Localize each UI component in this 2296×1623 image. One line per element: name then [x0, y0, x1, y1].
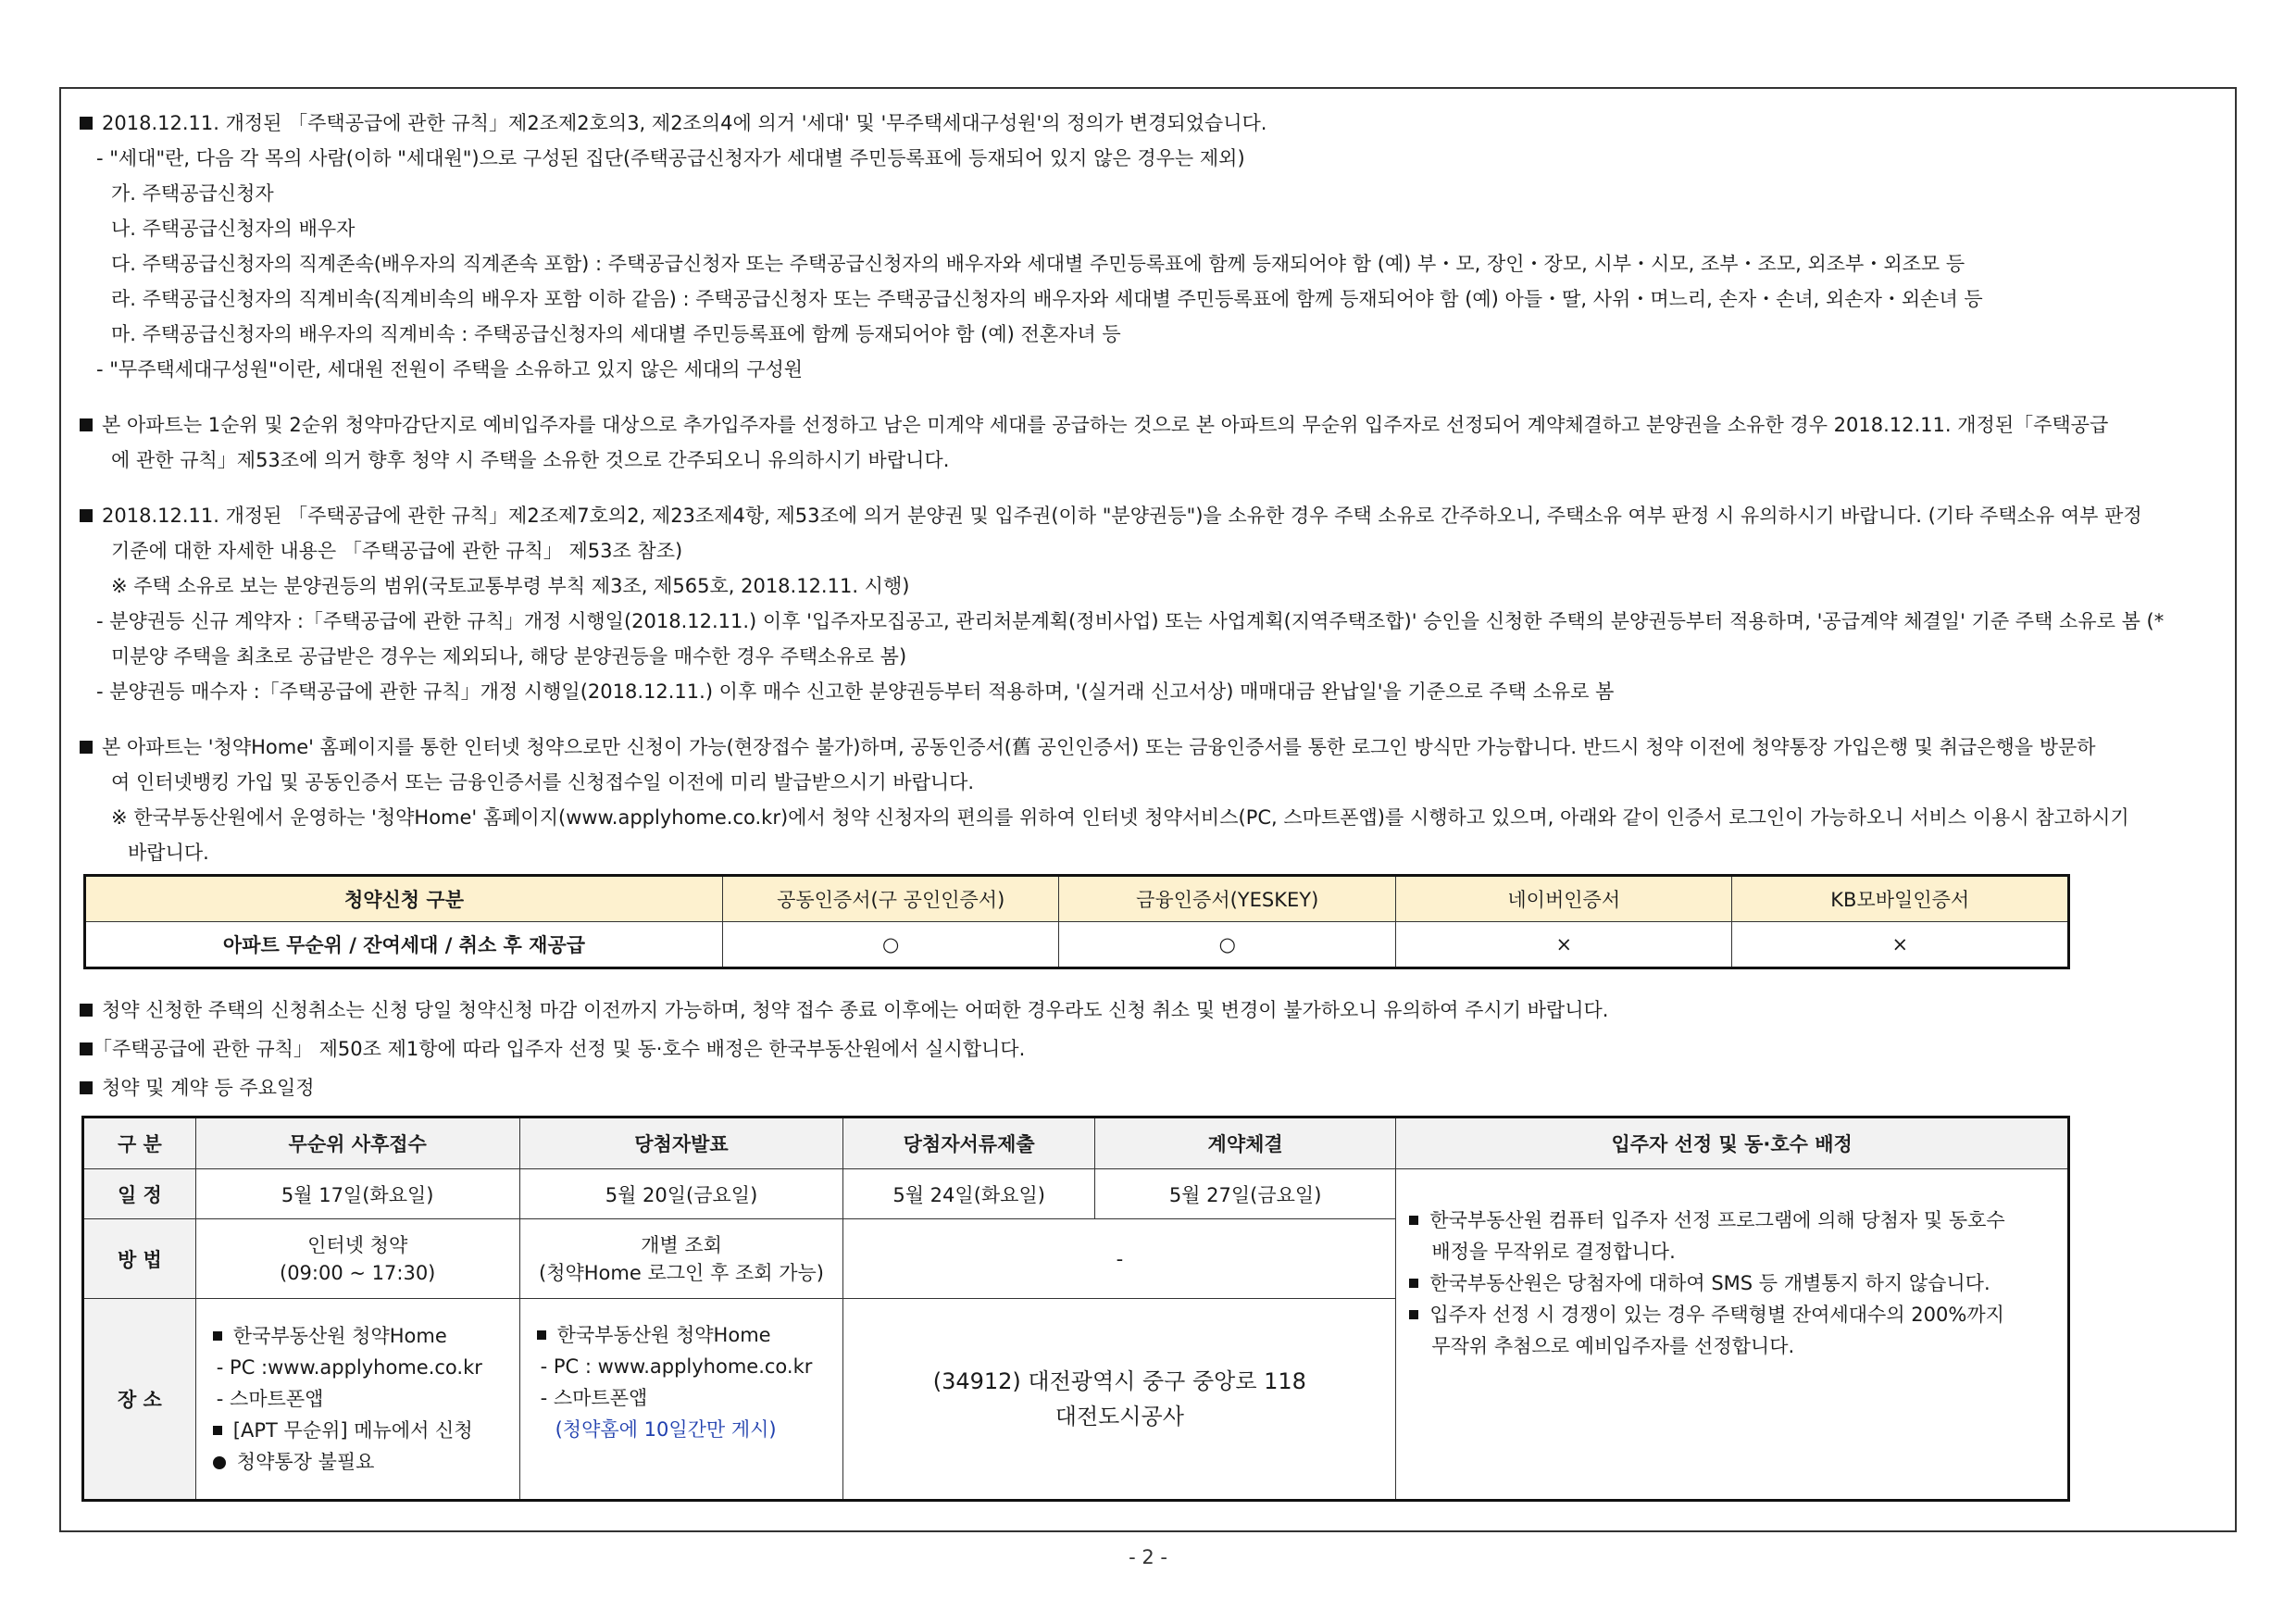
date-docs: 5월 24일(화요일): [843, 1169, 1095, 1219]
row-label-place: 장 소: [83, 1299, 196, 1501]
square-bullet-icon: [80, 509, 93, 522]
s1-line2: - "세대"란, 다음 각 목의 사람(이하 "세대원")으로 구성된 집단(주택공급신청자가 세대별 주민등록표에 등재되어 있지 않은 경우는 제외): [96, 147, 1245, 169]
circle-bullet-icon: [213, 1456, 226, 1469]
list-item: 한국부동산원 컴퓨터 입주자 선정 프로그램에 의해 당첨자 및 동호수: [1409, 1205, 2049, 1236]
list-item: 한국부동산원 청약Home: [213, 1320, 518, 1352]
s1-line4: 나. 주택공급신청자의 배우자: [111, 218, 356, 240]
notice-content: [80, 106, 2237, 870]
s3-line6: - 분양권등 매수자 :「주택공급에 관한 규칙」개정 시행일(2018.12.11.) 이후 매수 신고한 분양권등부터 적용하며, '(실거래 신고서상) 매매대금 완납일'을 기준으로 주택 소유로 봄: [96, 680, 1615, 703]
method-announce: 개별 조회 (청약Home 로그인 후 조회 가능): [519, 1219, 843, 1299]
square-bullet-icon: [80, 1042, 93, 1055]
s4-line1: 본 아파트는 '청약Home' 홈페이지를 통한 인터넷 청약으로만 신청이 가능(현장접수 불가)하며, 공동인증서(舊 공인인증서) 또는 금융인증서를 통한 로그인 방식만 가능합니다. 반드시 청약 이전에 청약통장 가입은행 및 취급은행을 방문하: [80, 730, 2237, 765]
list-item: - 스마트폰앱: [540, 1387, 648, 1409]
schedule-table-header: [83, 1117, 2069, 1169]
s1-line3: 가. 주택공급신청자: [111, 182, 274, 205]
s1-line8: - "무주택세대구성원"이란, 세대원 전원이 주택을 소유하고 있지 않은 세대의 구성원: [96, 358, 804, 381]
s3-line4: - 분양권등 신규 계약자 :「주택공급에 관한 규칙」개정 시행일(2018.12.11.) 이후 '입주자모집공고, 관리처분계획(정비사업) 또는 사업계획(지역주택조합)' 승인을 신청한 주택의 분양권등부터 적용하며, '공급계약 체결일' 기준 주택 소유로 봄 (*: [96, 610, 2165, 632]
schedule-header-contract: 계약체결: [1094, 1117, 1395, 1169]
cert-header-type: 청약신청 구분: [85, 876, 723, 922]
schedule-header-announce: 당첨자발표: [519, 1117, 843, 1169]
cert-financial-value: ○: [1059, 922, 1396, 968]
s4-line4: 바랍니다.: [128, 842, 209, 864]
list-item: 배정을 무작위로 결정합니다.: [1431, 1241, 1676, 1263]
list-item: [APT 무순위] 메뉴에서 신청: [213, 1415, 518, 1446]
method-apply: 인터넷 청약 (09:00 ~ 17:30): [195, 1219, 519, 1299]
square-bullet-icon: [80, 117, 93, 130]
method-docs-contract: -: [843, 1219, 1396, 1299]
s1-line6: 라. 주택공급신청자의 직계비속(직계비속의 배우자 포함 이하 같음) : 주택공급신청자 또는 주택공급신청자의 배우자와 세대별 주민등록표에 함께 등재되어야 함 (예) 아들・딸, 사위・며느리, 손자・손녀, 외손자・외손녀 등: [111, 288, 1983, 310]
cert-header-joint: 공동인증서(구 공인인증서): [722, 876, 1058, 922]
cert-header-financial: 금융인증서(YESKEY): [1059, 876, 1396, 922]
s1-line5: 다. 주택공급신청자의 직계존속(배우자의 직계존속 포함) : 주택공급신청자 또는 주택공급신청자의 배우자와 세대별 주민등록표에 함께 등재되어야 함 (예) 부・모, 장인・장모, 시부・시모, 조부・조모, 외조부・외조모 등: [111, 253, 1965, 275]
cert-kb-value: ×: [1732, 922, 2069, 968]
selection-notes: [1396, 1169, 2069, 1501]
square-bullet-icon: [1409, 1279, 1418, 1288]
s3-line3: ※ 주택 소유로 보는 분양권등의 범위(국토교통부령 부칙 제3조, 제565호, 2018.12.11. 시행): [111, 575, 910, 597]
place-announce: [519, 1299, 843, 1501]
s4-line2: 여 인터넷뱅킹 가입 및 공동인증서 또는 금융인증서를 신청접수일 이전에 미리 발급받으시기 바랍니다.: [111, 771, 975, 793]
square-bullet-icon: [80, 418, 93, 431]
list-item: 청약통장 불필요: [213, 1446, 518, 1478]
date-apply: 5월 17일(화요일): [195, 1169, 519, 1219]
place-apply: [195, 1299, 519, 1501]
certificate-table: [83, 874, 2070, 969]
date-announce: 5월 20일(금요일): [519, 1169, 843, 1219]
s5-line: 청약 신청한 주택의 신청취소는 신청 당일 청약신청 마감 이전까지 가능하며, 청약 접수 종료 이후에는 어떠한 경우라도 신청 취소 및 변경이 불가하오니 유의하여 주시기 바랍니다.: [80, 993, 1608, 1028]
schedule-header-selection: 입주자 선정 및 동·호수 배정: [1396, 1117, 2069, 1169]
page-number: - 2 -: [1129, 1546, 1167, 1568]
list-item: (청약홈에 10일간만 게시): [555, 1418, 777, 1441]
cert-row-label: 아파트 무순위 / 잔여세대 / 취소 후 재공급: [85, 922, 723, 968]
cert-header-kb: KB모바일인증서: [1732, 876, 2069, 922]
list-item: 한국부동산원은 당첨자에 대하여 SMS 등 개별통지 하지 않습니다.: [1409, 1267, 2049, 1299]
square-bullet-icon: [537, 1330, 546, 1340]
schedule-header-docs: 당첨자서류제출: [843, 1117, 1095, 1169]
schedule-header-category: 구 분: [83, 1117, 196, 1169]
cert-naver-value: ×: [1396, 922, 1732, 968]
list-item: 무작위 추첨으로 예비입주자를 선정합니다.: [1431, 1335, 1795, 1357]
schedule-header-apply: 무순위 사후접수: [195, 1117, 519, 1169]
table-row: [85, 922, 2069, 968]
square-bullet-icon: [80, 1004, 93, 1017]
list-item: - 스마트폰앱: [216, 1388, 324, 1410]
square-bullet-icon: [213, 1426, 222, 1435]
square-bullet-icon: [1409, 1310, 1418, 1319]
square-bullet-icon: [213, 1331, 222, 1341]
table-row: [83, 1169, 2069, 1219]
square-bullet-icon: [80, 1081, 93, 1094]
square-bullet-icon: [80, 741, 93, 754]
s7-line: 청약 및 계약 등 주요일정: [80, 1070, 315, 1105]
list-item: - PC : www.applyhome.co.kr: [540, 1355, 813, 1378]
s1-line7: 마. 주택공급신청자의 배우자의 직계비속 : 주택공급신청자의 세대별 주민등록표에 함께 등재되어야 함 (예) 전혼자녀 등: [111, 323, 1121, 345]
date-contract: 5월 27일(금요일): [1094, 1169, 1395, 1219]
certificate-table-header: [85, 876, 2069, 922]
s2-line1: 본 아파트는 1순위 및 2순위 청약마감단지로 예비입주자를 대상으로 추가입주자를 선정하고 남은 미계약 세대를 공급하는 것으로 본 아파트의 무순위 입주자로 선정되어 계약체결하고 분양권을 소유한 경우 2018.12.11. 개정된「주택공급: [80, 407, 2237, 443]
row-label-date: 일 정: [83, 1169, 196, 1219]
cert-header-naver: 네이버인증서: [1396, 876, 1732, 922]
s3-line2: 기준에 대한 자세한 내용은 「주택공급에 관한 규칙」 제53조 참조): [111, 540, 683, 562]
square-bullet-icon: [1409, 1216, 1418, 1225]
place-office: (34912) 대전광역시 중구 중앙로 118 대전도시공사: [843, 1299, 1396, 1501]
s2-line2: 에 관한 규칙」제53조에 의거 향후 청약 시 주택을 소유한 것으로 간주되오니 유의하시기 바랍니다.: [111, 449, 950, 471]
s6-line: 「주택공급에 관한 규칙」 제50조 제1항에 따라 입주자 선정 및 동·호수 배정은 한국부동산원에서 실시합니다.: [80, 1031, 1025, 1067]
row-label-method: 방 법: [83, 1219, 196, 1299]
s3-line5: 미분양 주택을 최초로 공급받은 경우는 제외되나, 해당 분양권등을 매수한 경우 주택소유로 봄): [111, 645, 907, 668]
s4-line3: ※ 한국부동산원에서 운영하는 '청약Home' 홈페이지(www.applyhome.co.kr)에서 청약 신청자의 편의를 위하여 인터넷 청약서비스(PC, 스마트폰앱)를 시행하고 있으며, 아래와 같이 인증서 로그인이 가능하오니 서비스 이용시 참고하시기: [111, 806, 2129, 829]
list-item: - PC :www.applyhome.co.kr: [216, 1356, 482, 1379]
cert-joint-value: ○: [722, 922, 1058, 968]
list-item: 입주자 선정 시 경쟁이 있는 경우 주택형별 잔여세대수의 200%까지: [1409, 1299, 2049, 1330]
schedule-table: [81, 1116, 2070, 1502]
s3-line1: 2018.12.11. 개정된 「주택공급에 관한 규칙」제2조제7호의2, 제23조제4항, 제53조에 의거 분양권 및 입주권(이하 "분양권등")을 소유한 경우 주택 소유로 간주하오니, 주택소유 여부 판정 시 유의하시기 바랍니다. (기타 주택소유 여부 판정: [80, 498, 2237, 533]
list-item: 한국부동산원 청약Home: [537, 1319, 842, 1351]
s1-line1: 2018.12.11. 개정된 「주택공급에 관한 규칙」제2조제2호의3, 제2조의4에 의거 '세대' 및 '무주택세대구성원'의 정의가 변경되었습니다.: [80, 106, 2237, 141]
